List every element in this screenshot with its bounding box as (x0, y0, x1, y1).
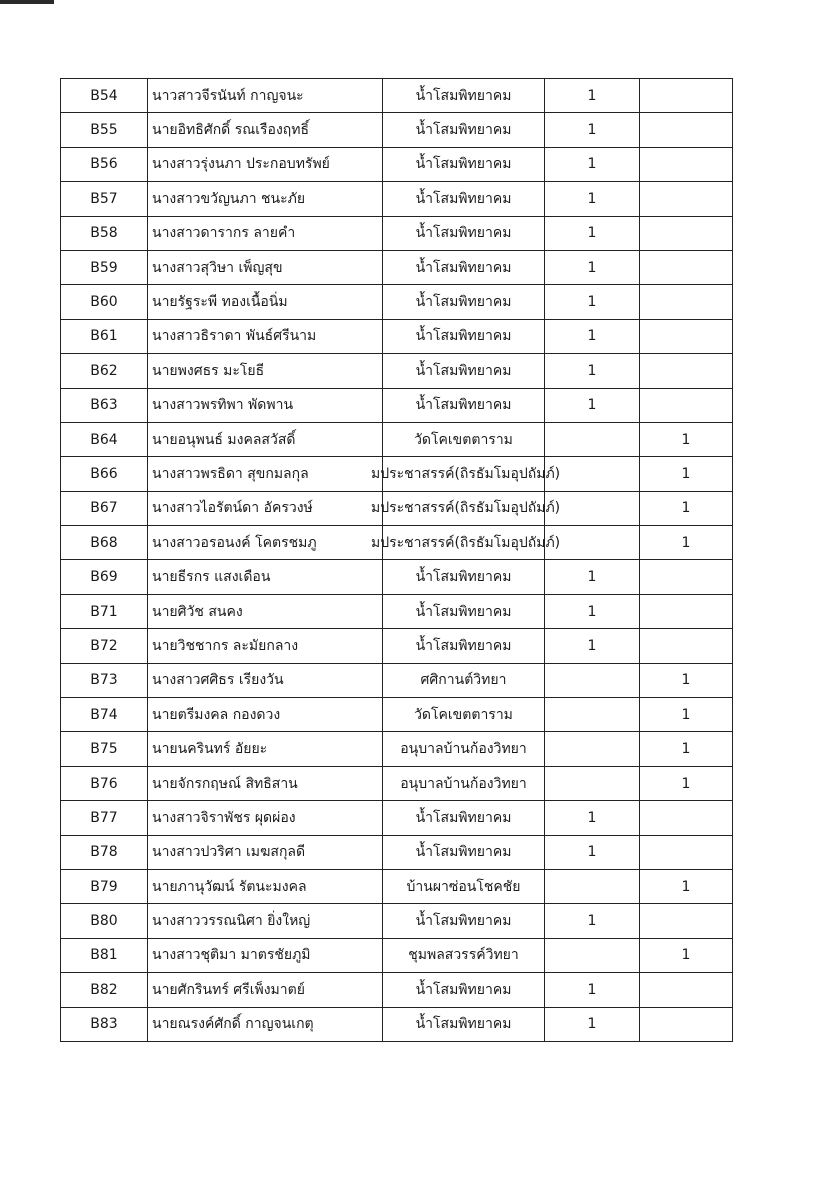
row-name-cell (148, 285, 383, 319)
row-school-cell (383, 801, 545, 835)
row-code-cell (61, 698, 148, 732)
row-name-text: นายจักรกฤษณ์ สิทธิสาน (152, 775, 298, 792)
row-name-cell (148, 354, 383, 388)
table-row (61, 594, 733, 628)
row-code-text: B76 (90, 775, 118, 792)
row-count-a-cell (545, 285, 640, 319)
row-name-cell (148, 457, 383, 491)
row-code-text: B69 (90, 569, 118, 586)
row-code-text: B79 (90, 878, 118, 895)
row-code-cell (61, 457, 148, 491)
row-count-b-cell (640, 663, 733, 697)
row-name-text: นางสาวดารากร ลายคำ (152, 225, 296, 242)
row-code-text: B55 (90, 122, 118, 139)
table-row (61, 491, 733, 525)
row-name-cell (148, 801, 383, 835)
row-code-text: B62 (90, 362, 118, 379)
row-name-text: นางสาวรุ่งนภา ประกอบทรัพย์ (152, 156, 330, 173)
row-name-text: นางสาวปวริศา เมฆสกุลดี (152, 844, 306, 861)
row-name-cell (148, 1007, 383, 1041)
row-school-text: น้ำโสมพิทยาคม (415, 981, 512, 998)
table-row (61, 560, 733, 594)
row-school-cell (383, 319, 545, 353)
row-count-b-cell (640, 457, 733, 491)
row-count-a-text: 1 (587, 981, 597, 998)
row-school-cell (383, 663, 545, 697)
row-school-text: น้ำโสมพิทยาคม (415, 190, 512, 207)
row-count-b-cell (640, 113, 733, 147)
row-count-a-cell (545, 663, 640, 697)
row-code-cell (61, 250, 148, 284)
row-name-cell (148, 904, 383, 938)
row-school-text: น้ำโสมพิทยาคม (415, 225, 512, 242)
row-code-text: B83 (90, 1016, 118, 1033)
row-count-a-cell (545, 216, 640, 250)
row-school-text: บ้านผาซ่อนโชคชัย (406, 878, 521, 895)
table-row (61, 388, 733, 422)
row-name-text: นายศิวัช สนคง (152, 603, 243, 620)
row-code-cell (61, 147, 148, 181)
row-school-cell (383, 79, 545, 113)
row-name-cell (148, 732, 383, 766)
row-name-text: นายนครินทร์ อัยยะ (152, 741, 268, 758)
row-name-cell (148, 869, 383, 903)
row-school-text: น้ำโสมพิทยาคม (415, 637, 512, 654)
row-code-cell (61, 285, 148, 319)
row-name-cell (148, 216, 383, 250)
row-count-a-text: 1 (587, 1016, 597, 1033)
row-count-a-text: 1 (587, 259, 597, 276)
row-count-b-text: 1 (681, 500, 691, 517)
row-name-text: นางสาวศศิธร เรียงวัน (152, 672, 284, 689)
row-name-cell (148, 973, 383, 1007)
row-school-text: ศศิกานต์วิทยา (420, 672, 507, 689)
row-code-cell (61, 835, 148, 869)
row-code-text: B68 (90, 534, 118, 551)
row-name-text: นายอนุพนธ์ มงคลสวัสดิ์ (152, 431, 296, 448)
row-code-text: B58 (90, 225, 118, 242)
row-name-cell (148, 766, 383, 800)
row-school-cell (383, 354, 545, 388)
row-name-text: นางสาวชุติมา มาตรชัยภูมิ (152, 947, 311, 964)
row-name-text: นางสาวจิราพัชร ผุดผ่อง (152, 809, 296, 826)
row-code-text: B73 (90, 672, 118, 689)
row-count-b-cell (640, 388, 733, 422)
row-school-text: น้ำโสมพิทยาคม (415, 603, 512, 620)
row-count-b-cell (640, 835, 733, 869)
row-school-cell (383, 869, 545, 903)
row-code-cell (61, 491, 148, 525)
row-count-a-text: 1 (587, 809, 597, 826)
row-school-text: น้ำโสมพิทยาคม (415, 259, 512, 276)
table-row (61, 869, 733, 903)
row-count-a-cell (545, 147, 640, 181)
table-row (61, 147, 733, 181)
row-code-text: B59 (90, 259, 118, 276)
row-school-cell (383, 629, 545, 663)
row-count-a-text: 1 (587, 156, 597, 173)
table-row (61, 904, 733, 938)
row-code-cell (61, 801, 148, 835)
table-row (61, 250, 733, 284)
row-code-text: B75 (90, 741, 118, 758)
table-row (61, 319, 733, 353)
table-row (61, 698, 733, 732)
row-code-cell (61, 388, 148, 422)
row-name-cell (148, 698, 383, 732)
row-code-text: B77 (90, 809, 118, 826)
row-school-text: ชุมพลสวรรค์วิทยา (408, 947, 519, 964)
row-code-text: B60 (90, 294, 118, 311)
row-count-b-cell (640, 904, 733, 938)
row-code-text: B78 (90, 844, 118, 861)
row-count-a-text: 1 (587, 913, 597, 930)
row-school-text: น้ำโสมพิทยาคม (415, 1016, 512, 1033)
row-count-a-cell (545, 1007, 640, 1041)
row-school-text: น้ำโสมพิทยาคม (415, 569, 512, 586)
row-name-text: นายพงศธร มะโยธี (152, 362, 265, 379)
row-count-a-cell (545, 422, 640, 456)
row-count-a-text: 1 (587, 294, 597, 311)
row-school-cell (383, 938, 545, 972)
table-row (61, 835, 733, 869)
row-count-b-cell (640, 594, 733, 628)
row-count-a-text: 1 (587, 603, 597, 620)
row-code-cell (61, 629, 148, 663)
table-row (61, 457, 733, 491)
row-count-b-cell (640, 182, 733, 216)
row-school-cell (383, 560, 545, 594)
row-school-text: อนุบาลบ้านก้องวิทยา (400, 741, 527, 758)
row-code-cell (61, 938, 148, 972)
row-count-a-text: 1 (587, 637, 597, 654)
row-code-text: B67 (90, 500, 118, 517)
table-row (61, 216, 733, 250)
row-school-cell (383, 113, 545, 147)
row-count-b-text: 1 (681, 878, 691, 895)
row-code-cell (61, 422, 148, 456)
row-school-cell (383, 250, 545, 284)
row-name-text: นายภานุวัฒน์ รัตนะมงคล (152, 878, 307, 895)
row-school-text: น้ำโสมพิทยาคม (415, 913, 512, 930)
row-count-b-cell (640, 79, 733, 113)
row-code-cell (61, 732, 148, 766)
row-count-a-cell (545, 835, 640, 869)
row-name-text: นายรัฐระพี ทองเนื้อนิ่ม (152, 294, 288, 311)
row-code-text: B74 (90, 706, 118, 723)
row-school-cell (383, 973, 545, 1007)
row-school-text: น้ำโสมพิทยาคม (415, 362, 512, 379)
row-count-b-cell (640, 973, 733, 1007)
row-count-a-cell (545, 973, 640, 1007)
row-name-cell (148, 422, 383, 456)
row-code-cell (61, 560, 148, 594)
row-count-a-cell (545, 869, 640, 903)
row-count-a-text: 1 (587, 87, 597, 104)
row-count-a-cell (545, 629, 640, 663)
row-code-text: B63 (90, 397, 118, 414)
row-count-b-cell (640, 216, 733, 250)
row-count-a-cell (545, 319, 640, 353)
row-count-b-cell (640, 526, 733, 560)
row-name-cell (148, 388, 383, 422)
row-count-b-cell (640, 698, 733, 732)
row-code-cell (61, 973, 148, 1007)
results-table (60, 78, 733, 1042)
row-name-text: นางสาวอรอนงค์ โคตรชมภู (152, 534, 317, 551)
row-code-text: B71 (90, 603, 118, 620)
row-code-cell (61, 354, 148, 388)
row-count-b-cell (640, 938, 733, 972)
row-school-cell (383, 766, 545, 800)
scan-corner-mark (0, 0, 54, 4)
table-row (61, 422, 733, 456)
row-school-cell (383, 732, 545, 766)
table-row (61, 285, 733, 319)
row-school-cell (371, 457, 561, 491)
row-name-text: นางสาววรรณนิศา ยิ่งใหญ่ (152, 913, 311, 930)
row-school-cell (383, 1007, 545, 1041)
row-name-cell (148, 79, 383, 113)
row-name-cell (148, 319, 383, 353)
row-name-text: นายศักรินทร์ ศรีเพ็งมาตย์ (152, 981, 305, 998)
row-code-text: B66 (90, 465, 118, 482)
row-code-text: B57 (90, 190, 118, 207)
row-name-cell (148, 560, 383, 594)
row-school-text: น้ำโสมพิทยาคม (415, 844, 512, 861)
row-school-cell (383, 422, 545, 456)
row-count-a-cell (545, 250, 640, 284)
row-code-text: B72 (90, 637, 118, 654)
row-count-b-cell (640, 422, 733, 456)
row-school-cell (383, 698, 545, 732)
table-row (61, 973, 733, 1007)
row-count-b-cell (640, 732, 733, 766)
row-count-a-text: 1 (587, 397, 597, 414)
row-count-a-cell (545, 594, 640, 628)
row-code-cell (61, 79, 148, 113)
row-count-b-cell (640, 147, 733, 181)
row-count-a-text: 1 (587, 844, 597, 861)
row-school-cell (383, 594, 545, 628)
table-row (61, 629, 733, 663)
row-school-text: น้ำโสมพิทยาคม (415, 294, 512, 311)
row-name-text: นาวสาวจีรนันท์ กาญจนะ (152, 87, 304, 104)
row-school-cell (371, 491, 561, 525)
row-name-text: นายวิชชากร ละมัยกลาง (152, 637, 299, 654)
row-school-cell (383, 147, 545, 181)
row-school-cell (371, 526, 561, 560)
row-code-cell (61, 766, 148, 800)
row-school-text: น้ำโสมพิทยาคม (415, 809, 512, 826)
row-code-text: B81 (90, 947, 118, 964)
row-school-cell (383, 904, 545, 938)
row-code-cell (61, 182, 148, 216)
row-code-cell (61, 594, 148, 628)
table-row (61, 766, 733, 800)
row-school-cell (383, 835, 545, 869)
table-row (61, 113, 733, 147)
row-count-a-cell (545, 354, 640, 388)
row-name-cell (148, 250, 383, 284)
row-code-text: B54 (90, 87, 118, 104)
row-code-text: B56 (90, 156, 118, 173)
row-name-cell (148, 113, 383, 147)
table-row (61, 938, 733, 972)
row-name-text: นางสาวพรทิพา พัดพาน (152, 397, 294, 414)
row-name-cell (148, 147, 383, 181)
table-row (61, 1007, 733, 1041)
row-school-text: วัดโคเขตตาราม (414, 431, 513, 448)
table-row (61, 663, 733, 697)
row-code-cell (61, 216, 148, 250)
row-code-text: B64 (90, 431, 118, 448)
row-school-text: น้ำโสมพิทยาคม (415, 122, 512, 139)
row-name-cell (148, 594, 383, 628)
row-name-cell (148, 182, 383, 216)
table-row (61, 732, 733, 766)
row-code-cell (61, 904, 148, 938)
row-code-text: B82 (90, 981, 118, 998)
row-count-b-text: 1 (681, 741, 691, 758)
row-school-text: มประชาสรรค์(ถิรธัมโมอุปถัมภ์) (371, 465, 561, 482)
row-name-text: นางสาวธิราดา พันธ์ศรีนาม (152, 328, 317, 345)
row-count-a-cell (545, 560, 640, 594)
row-name-cell (148, 491, 383, 525)
row-count-b-cell (640, 491, 733, 525)
row-name-cell (148, 629, 383, 663)
table-row (61, 526, 733, 560)
row-code-cell (61, 663, 148, 697)
row-count-a-cell (545, 732, 640, 766)
row-name-text: นายณรงค์ศักดิ์ กาญจนเกตุ (152, 1016, 314, 1033)
row-count-a-cell (545, 79, 640, 113)
row-count-b-text: 1 (681, 534, 691, 551)
row-count-b-cell (640, 354, 733, 388)
row-code-text: B80 (90, 913, 118, 930)
row-school-text: มประชาสรรค์(ถิรธัมโมอุปถัมภ์) (371, 500, 561, 517)
row-count-a-cell (545, 698, 640, 732)
row-count-a-cell (545, 766, 640, 800)
row-name-text: นางสาวพรธิดา สุขกมลกุล (152, 465, 309, 482)
row-count-a-cell (545, 904, 640, 938)
row-count-b-text: 1 (681, 431, 691, 448)
row-count-b-cell (640, 869, 733, 903)
row-school-text: น้ำโสมพิทยาคม (415, 397, 512, 414)
row-school-text: น้ำโสมพิทยาคม (415, 87, 512, 104)
row-name-text: นายตรีมงคล กองดวง (152, 706, 281, 723)
row-count-a-cell (545, 113, 640, 147)
table-row (61, 354, 733, 388)
row-name-text: นายอิทธิศักดิ์ รณเรืองฤทธิ์ (152, 122, 310, 139)
row-count-b-cell (640, 766, 733, 800)
row-name-text: นางสาวไอรัตน์ดา อัครวงษ์ (152, 500, 313, 517)
row-name-text: นางสาวขวัญนภา ชนะภัย (152, 190, 306, 207)
table-row (61, 79, 733, 113)
row-school-cell (383, 216, 545, 250)
row-name-text: นายธีรกร แสงเดือน (152, 569, 271, 586)
row-count-b-text: 1 (681, 775, 691, 792)
row-school-cell (383, 285, 545, 319)
row-count-a-text: 1 (587, 362, 597, 379)
row-count-b-cell (640, 250, 733, 284)
row-count-b-cell (640, 801, 733, 835)
row-code-cell (61, 869, 148, 903)
row-count-b-text: 1 (681, 706, 691, 723)
table-row (61, 801, 733, 835)
row-count-b-cell (640, 319, 733, 353)
row-school-cell (383, 182, 545, 216)
row-school-text: อนุบาลบ้านก้องวิทยา (400, 775, 527, 792)
results-table-body (61, 79, 733, 1042)
row-code-cell (61, 1007, 148, 1041)
table-row (61, 182, 733, 216)
row-count-b-text: 1 (681, 672, 691, 689)
row-count-a-text: 1 (587, 190, 597, 207)
row-name-cell (148, 938, 383, 972)
row-count-a-text: 1 (587, 569, 597, 586)
row-code-text: B61 (90, 328, 118, 345)
row-school-text: มประชาสรรค์(ถิรธัมโมอุปถัมภ์) (371, 534, 561, 551)
row-count-b-cell (640, 560, 733, 594)
row-count-a-cell (545, 801, 640, 835)
row-school-text: น้ำโสมพิทยาคม (415, 156, 512, 173)
row-name-cell (148, 526, 383, 560)
row-count-b-text: 1 (681, 465, 691, 482)
row-count-a-text: 1 (587, 328, 597, 345)
row-count-a-text: 1 (587, 225, 597, 242)
row-school-text: วัดโคเขตตาราม (414, 706, 513, 723)
row-name-cell (148, 835, 383, 869)
row-count-a-text: 1 (587, 122, 597, 139)
row-name-text: นางสาวสุวิษา เพ็ญสุข (152, 259, 283, 276)
row-count-a-cell (545, 938, 640, 972)
row-school-cell (383, 388, 545, 422)
row-name-cell (148, 663, 383, 697)
row-code-cell (61, 319, 148, 353)
row-count-b-cell (640, 285, 733, 319)
row-code-cell (61, 526, 148, 560)
row-code-cell (61, 113, 148, 147)
row-count-a-cell (545, 388, 640, 422)
row-count-b-cell (640, 629, 733, 663)
row-count-b-cell (640, 1007, 733, 1041)
row-school-text: น้ำโสมพิทยาคม (415, 328, 512, 345)
row-count-b-text: 1 (681, 947, 691, 964)
row-count-a-cell (545, 182, 640, 216)
